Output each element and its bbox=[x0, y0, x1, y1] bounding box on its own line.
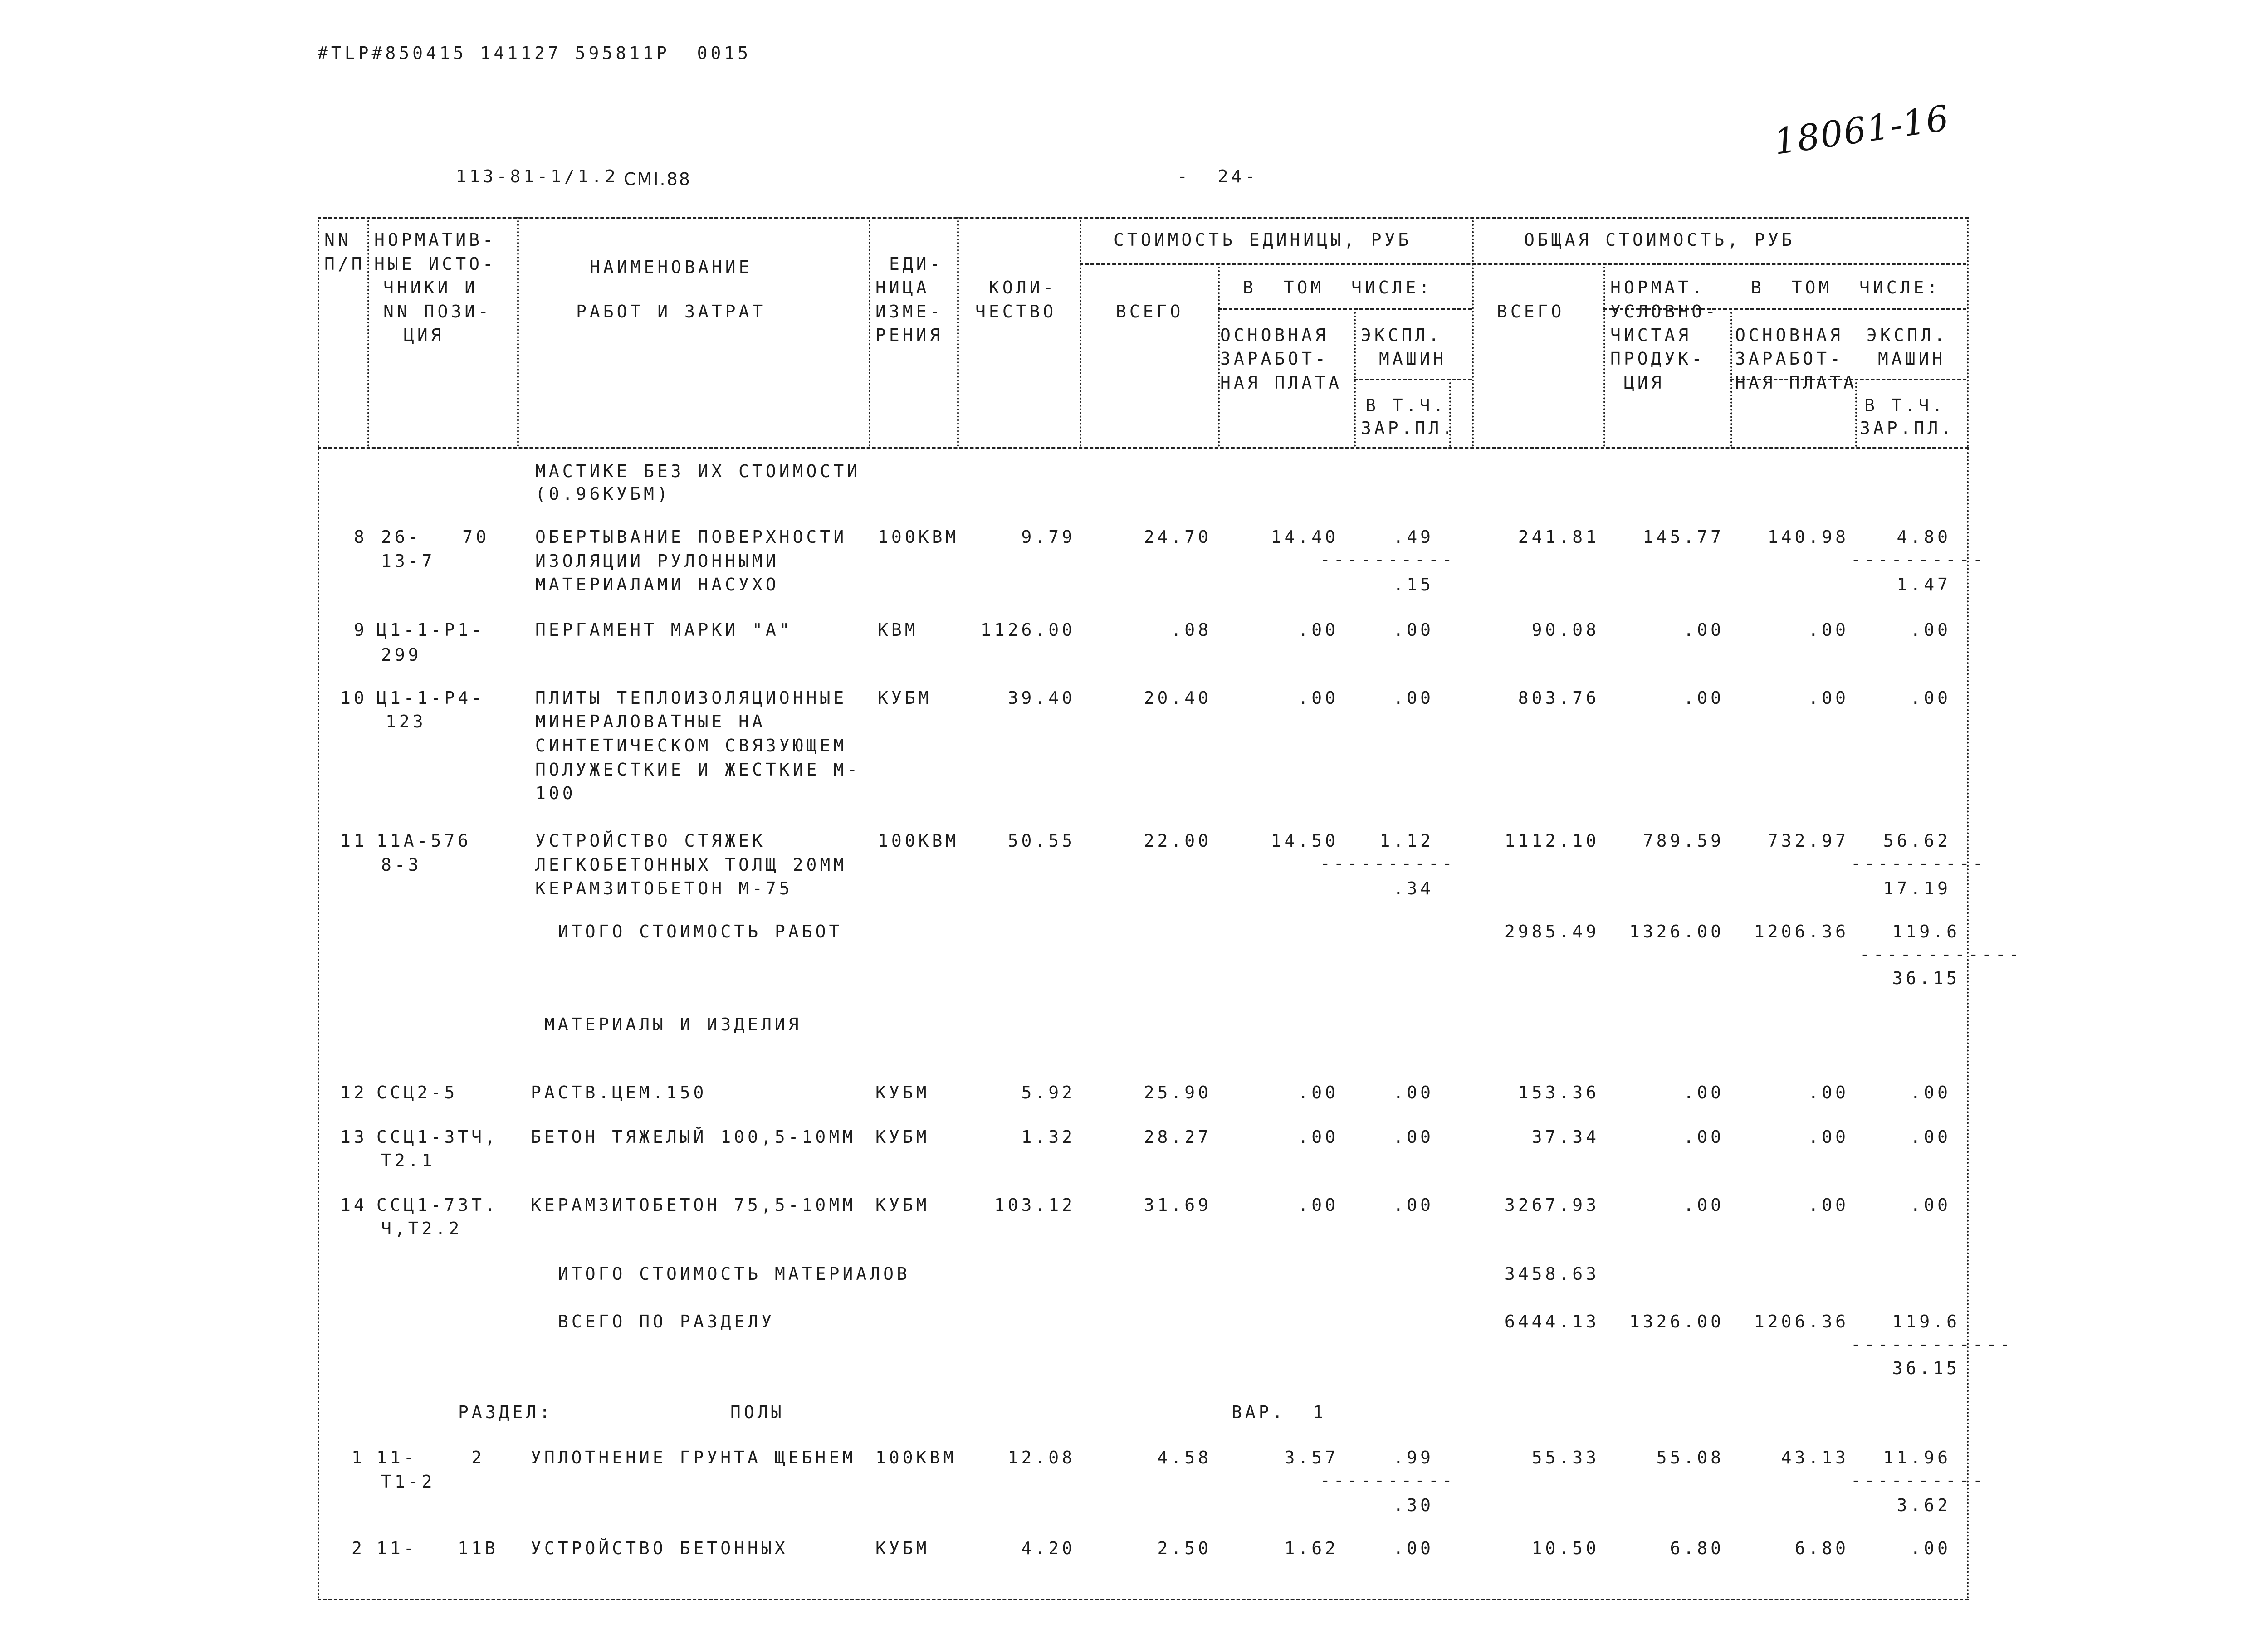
total-wage: 6.80 bbox=[1794, 1538, 1849, 1558]
col-header-name: РАБОТ И ЗАТРАТ bbox=[576, 302, 766, 322]
unit-total: 4.58 bbox=[1157, 1448, 1212, 1468]
item-name: УСТРОЙСТВО СТЯЖЕК bbox=[535, 831, 766, 851]
total-cost: 3267.93 bbox=[1504, 1195, 1599, 1215]
col-header-qty: ЧЕСТВО bbox=[975, 302, 1057, 322]
col-header-normat: НОРМАТ. bbox=[1610, 278, 1706, 298]
row-code: 13-7 bbox=[381, 551, 435, 571]
subtotal-works-total: 2985.49 bbox=[1504, 922, 1599, 941]
unit-total: 25.90 bbox=[1144, 1083, 1212, 1102]
col-header-unit-incl: В ТОМ ЧИСЛЕ: bbox=[1243, 278, 1433, 298]
column-divider bbox=[869, 217, 870, 447]
section-name: ПОЛЫ bbox=[730, 1402, 785, 1422]
header-subdivider bbox=[1080, 263, 1966, 265]
column-divider bbox=[1730, 308, 1732, 447]
col-header-total-incl: В ТОМ ЧИСЛЕ: bbox=[1751, 278, 1941, 298]
col-header-unit-mach: МАШИН bbox=[1379, 349, 1447, 369]
unit-wage: .00 bbox=[1298, 1195, 1339, 1215]
col-header-unit-mach: ЭКСПЛ. bbox=[1361, 325, 1442, 345]
item-name: УПЛОТНЕНИЕ ГРУНТА ЩЕБНЕМ bbox=[531, 1448, 856, 1468]
total-wage: .00 bbox=[1808, 1127, 1849, 1147]
item-name: ПЛИТЫ ТЕПЛОИЗОЛЯЦИОННЫЕ bbox=[535, 688, 847, 708]
row-quantity: 5.92 bbox=[1021, 1083, 1075, 1102]
unit-machines: .00 bbox=[1393, 1538, 1434, 1558]
col-header-normative: ЧНИКИ И bbox=[383, 278, 479, 298]
row-unit: КУБМ bbox=[875, 1538, 930, 1558]
column-divider bbox=[1472, 217, 1474, 447]
dash-rule: ---------- bbox=[1320, 1470, 1456, 1490]
unit-total: 31.69 bbox=[1144, 1195, 1212, 1215]
col-header-unit-wage: ЗАРАБОТ- bbox=[1220, 349, 1329, 369]
col-header-total-mach: МАШИН bbox=[1878, 349, 1946, 369]
col-header-name: НАИМЕНОВАНИЕ bbox=[590, 257, 753, 277]
document-code: 113-81-1/1.2 bbox=[456, 166, 619, 186]
item-name: КЕРАМЗИТОБЕТОН 75,5-10ММ bbox=[531, 1195, 856, 1215]
item-name: ПОЛУЖЕСТКИЕ И ЖЕСТКИЕ М- bbox=[535, 760, 861, 780]
total-cost: 1112.10 bbox=[1504, 831, 1599, 851]
col-header-total-wage: ОСНОВНАЯ bbox=[1735, 325, 1844, 345]
row-quantity: 50.55 bbox=[1007, 831, 1075, 851]
unit-machine-wage: .15 bbox=[1393, 575, 1434, 595]
row-quantity: 12.08 bbox=[1007, 1448, 1075, 1468]
row-quantity: 4.20 bbox=[1021, 1538, 1075, 1558]
col-header-unit: РЕНИЯ bbox=[875, 325, 943, 345]
total-cost: 803.76 bbox=[1518, 688, 1599, 708]
total-machine-wage: 17.19 bbox=[1883, 878, 1951, 898]
row-code: 123 bbox=[386, 712, 426, 732]
column-divider bbox=[517, 217, 519, 447]
unit-machines: .00 bbox=[1393, 1083, 1434, 1102]
total-cost: 90.08 bbox=[1531, 620, 1599, 640]
col-header-normative: NN ПОЗИ- bbox=[383, 302, 492, 322]
item-name: УСТРОЙСТВО БЕТОННЫХ bbox=[531, 1538, 788, 1558]
total-cost: 37.34 bbox=[1531, 1127, 1599, 1147]
unit-wage: 14.50 bbox=[1271, 831, 1339, 851]
row-position: 9 bbox=[354, 620, 367, 640]
subtotal-materials-label: ИТОГО СТОИМОСТЬ МАТЕРИАЛОВ bbox=[558, 1264, 910, 1284]
col-header-normat: ПРОДУК- bbox=[1610, 349, 1706, 369]
col-header-unit: НИЦА bbox=[875, 278, 930, 298]
total-wage: 732.97 bbox=[1767, 831, 1849, 851]
row-position: 11 bbox=[340, 831, 367, 851]
row-quantity: 39.40 bbox=[1007, 688, 1075, 708]
row-code: Т1-2 bbox=[381, 1472, 435, 1492]
total-normative: 145.77 bbox=[1642, 527, 1724, 547]
row-code: ССЦ1-3ТЧ, bbox=[376, 1127, 499, 1147]
row-unit: КУБМ bbox=[878, 688, 932, 708]
col-header-normative: ЦИЯ bbox=[404, 325, 445, 345]
item-name: (0.96КУБМ) bbox=[535, 484, 671, 504]
col-header-nn: NN bbox=[324, 230, 352, 250]
unit-total: 22.00 bbox=[1144, 831, 1212, 851]
total-normative: .00 bbox=[1683, 620, 1724, 640]
unit-wage: 3.57 bbox=[1284, 1448, 1339, 1468]
total-wage: .00 bbox=[1808, 620, 1849, 640]
table-top-border bbox=[318, 217, 1969, 219]
total-machine-wage: 3.62 bbox=[1897, 1495, 1951, 1515]
column-divider bbox=[1603, 263, 1605, 447]
unit-wage: .00 bbox=[1298, 620, 1339, 640]
unit-wage: 14.40 bbox=[1271, 527, 1339, 547]
unit-wage: .00 bbox=[1298, 1127, 1339, 1147]
dash-rule: ---------- bbox=[1320, 550, 1456, 570]
row-quantity: 103.12 bbox=[994, 1195, 1075, 1215]
col-header-unit-mach-wage: ЗАР.ПЛ. bbox=[1361, 418, 1456, 438]
row-position: 2 bbox=[352, 1538, 365, 1558]
col-header-total-wage: НАЯ ПЛАТА bbox=[1735, 373, 1857, 393]
row-quantity: 1.32 bbox=[1021, 1127, 1075, 1147]
header-subdivider bbox=[1218, 308, 1472, 310]
item-name: ПЕРГАМЕНТ МАРКИ "А" bbox=[535, 620, 793, 640]
item-name: 100 bbox=[535, 783, 576, 803]
unit-machines: .49 bbox=[1393, 527, 1434, 547]
total-wage: 140.98 bbox=[1767, 527, 1849, 547]
col-header-unit-wage: НАЯ ПЛАТА bbox=[1220, 373, 1342, 393]
unit-total: 28.27 bbox=[1144, 1127, 1212, 1147]
row-position: 14 bbox=[340, 1195, 367, 1215]
item-name: СИНТЕТИЧЕСКОМ СВЯЗУЮЩЕМ bbox=[535, 736, 847, 756]
item-name: МАТЕРИАЛАМИ НАСУХО bbox=[535, 575, 779, 595]
column-divider bbox=[957, 217, 959, 447]
col-header-pp: П/П bbox=[324, 254, 365, 274]
row-quantity: 9.79 bbox=[1021, 527, 1075, 547]
header-bottom-border bbox=[318, 447, 1969, 449]
section-total: 6444.13 bbox=[1504, 1312, 1599, 1332]
section-total-normative: 1326.00 bbox=[1629, 1312, 1724, 1332]
row-unit: 100КВМ bbox=[875, 1448, 957, 1468]
unit-machines: .00 bbox=[1393, 620, 1434, 640]
total-normative: 789.59 bbox=[1642, 831, 1724, 851]
total-normative: .00 bbox=[1683, 1083, 1724, 1102]
section-variant: ВАР. 1 bbox=[1232, 1402, 1327, 1422]
total-cost: 153.36 bbox=[1518, 1083, 1599, 1102]
row-position: 12 bbox=[340, 1083, 367, 1102]
unit-machine-wage: .30 bbox=[1393, 1495, 1434, 1515]
col-header-total: ВСЕГО bbox=[1497, 302, 1565, 322]
subtotal-works-wage: 1206.36 bbox=[1754, 922, 1849, 941]
col-header-total-mach-wage: В Т.Ч. bbox=[1864, 395, 1946, 415]
row-position: 10 bbox=[340, 688, 367, 708]
subtotal-works-machine-wage: 36.15 bbox=[1892, 968, 1960, 988]
section-total-machine-wage: 36.15 bbox=[1892, 1358, 1960, 1378]
item-name: КЕРАМЗИТОБЕТОН М-75 bbox=[535, 878, 793, 898]
row-code: 8-3 bbox=[381, 855, 422, 875]
dash-rule: ------------ bbox=[1851, 1334, 2014, 1354]
row-quantity: 1126.00 bbox=[980, 620, 1075, 640]
col-header-total-wage: ЗАРАБОТ- bbox=[1735, 349, 1844, 369]
item-name: ЛЕГКОБЕТОННЫХ ТОЛЩ 20ММ bbox=[535, 855, 847, 875]
row-unit: 100КВМ bbox=[878, 831, 959, 851]
column-divider bbox=[1080, 217, 1081, 447]
section-label: РАЗДЕЛ: bbox=[458, 1402, 553, 1422]
row-unit: КУБМ bbox=[875, 1195, 930, 1215]
total-wage: .00 bbox=[1808, 1083, 1849, 1102]
row-unit: КВМ bbox=[878, 620, 919, 640]
total-machines: .00 bbox=[1910, 1195, 1951, 1215]
total-machines: .00 bbox=[1910, 1083, 1951, 1102]
row-code: 11- 2 bbox=[376, 1448, 485, 1468]
subtotal-works-label: ИТОГО СТОИМОСТЬ РАБОТ bbox=[558, 922, 843, 941]
unit-machines: .99 bbox=[1393, 1448, 1434, 1468]
materials-heading: МАТЕРИАЛЫ И ИЗДЕЛИЯ bbox=[544, 1015, 802, 1034]
col-header-total-mach: ЭКСПЛ. bbox=[1867, 325, 1948, 345]
item-name: РАСТВ.ЦЕМ.150 bbox=[531, 1083, 707, 1102]
col-header-unit: ИЗМЕ- bbox=[875, 302, 943, 322]
total-cost: 10.50 bbox=[1531, 1538, 1599, 1558]
total-normative: .00 bbox=[1683, 1195, 1724, 1215]
col-header-normat: ЧИСТАЯ bbox=[1610, 325, 1692, 345]
total-cost: 55.33 bbox=[1531, 1448, 1599, 1468]
total-normative: .00 bbox=[1683, 1127, 1724, 1147]
row-unit: 100КВМ bbox=[878, 527, 959, 547]
col-header-unit-mach-wage: В Т.Ч. bbox=[1365, 395, 1447, 415]
subtotal-works-normative: 1326.00 bbox=[1629, 922, 1724, 941]
total-machine-wage: 1.47 bbox=[1897, 575, 1951, 595]
row-code: ССЦ1-73Т. bbox=[376, 1195, 499, 1215]
total-machines: .00 bbox=[1910, 688, 1951, 708]
handwritten-number: 18061-16 bbox=[1771, 98, 1952, 163]
item-name: МАСТИКЕ БЕЗ ИХ СТОИМОСТИ bbox=[535, 461, 861, 481]
col-header-total-mach-wage: ЗАР.ПЛ. bbox=[1860, 418, 1955, 438]
col-header-total-cost: ОБЩАЯ СТОИМОСТЬ, РУБ bbox=[1524, 230, 1795, 250]
column-divider bbox=[367, 217, 369, 447]
table-bottom-border bbox=[318, 1599, 1969, 1600]
row-code: Т2.1 bbox=[381, 1151, 435, 1171]
row-code: 299 bbox=[381, 645, 422, 665]
total-wage: .00 bbox=[1808, 1195, 1849, 1215]
unit-machines: .00 bbox=[1393, 1127, 1434, 1147]
unit-machines: .00 bbox=[1393, 1195, 1434, 1215]
unit-total: 20.40 bbox=[1144, 688, 1212, 708]
total-machines: .00 bbox=[1910, 1538, 1951, 1558]
dash-rule: ---------- bbox=[1320, 854, 1456, 873]
row-unit: КУБМ bbox=[875, 1127, 930, 1147]
subtotal-works-machines: 119.6 bbox=[1892, 922, 1960, 941]
total-machines: .00 bbox=[1910, 620, 1951, 640]
dash-rule: ---------- bbox=[1851, 1470, 1986, 1490]
row-code: 11А-576 bbox=[376, 831, 472, 851]
dash-rule: ---------- bbox=[1851, 550, 1986, 570]
total-normative: 6.80 bbox=[1670, 1538, 1724, 1558]
total-wage: 43.13 bbox=[1781, 1448, 1849, 1468]
total-machines: .00 bbox=[1910, 1127, 1951, 1147]
unit-total: 24.70 bbox=[1144, 527, 1212, 547]
total-machines: 56.62 bbox=[1883, 831, 1951, 851]
row-unit: КУБМ bbox=[875, 1083, 930, 1102]
col-header-unit-cost: СТОИМОСТЬ ЕДИНИЦЫ, РУБ bbox=[1114, 230, 1412, 250]
unit-wage: .00 bbox=[1298, 1083, 1339, 1102]
section-total-machines: 119.6 bbox=[1892, 1312, 1960, 1332]
column-divider bbox=[1354, 308, 1356, 447]
row-code: Ц1-1-Р4- bbox=[376, 688, 485, 708]
table-left-border bbox=[318, 217, 319, 1600]
column-divider bbox=[1218, 263, 1220, 447]
unit-machines: 1.12 bbox=[1379, 831, 1434, 851]
subtotal-materials-total: 3458.63 bbox=[1504, 1264, 1599, 1284]
unit-wage: .00 bbox=[1298, 688, 1339, 708]
row-position: 1 bbox=[352, 1448, 365, 1468]
total-machines: 4.80 bbox=[1897, 527, 1951, 547]
col-header-unit-total: ВСЕГО bbox=[1116, 302, 1184, 322]
unit-wage: 1.62 bbox=[1284, 1538, 1339, 1558]
dash-rule: ---------- bbox=[1851, 854, 1986, 873]
item-name: МИНЕРАЛОВАТНЫЕ НА bbox=[535, 712, 766, 732]
total-machines: 11.96 bbox=[1883, 1448, 1951, 1468]
unit-machines: .00 bbox=[1393, 688, 1434, 708]
unit-total: .08 bbox=[1171, 620, 1212, 640]
unit-total: 2.50 bbox=[1157, 1538, 1212, 1558]
row-code: ССЦ2-5 bbox=[376, 1083, 458, 1102]
unit-machine-wage: .34 bbox=[1393, 878, 1434, 898]
document-code-suffix: CMI.88 bbox=[624, 169, 691, 189]
col-header-normat: ЦИЯ bbox=[1624, 373, 1665, 393]
table-right-border bbox=[1967, 217, 1969, 1600]
col-header-qty: КОЛИ- bbox=[989, 278, 1057, 298]
row-code: Ч,Т2.2 bbox=[381, 1219, 463, 1239]
item-name: ИЗОЛЯЦИИ РУЛОННЫМИ bbox=[535, 551, 779, 571]
row-code: 11- 11В bbox=[376, 1538, 499, 1558]
col-header-normative: НЫЕ ИСТО- bbox=[374, 254, 496, 274]
section-total-wage: 1206.36 bbox=[1754, 1312, 1849, 1332]
row-code: 26- 70 bbox=[381, 527, 490, 547]
header-subdivider bbox=[1354, 379, 1472, 380]
print-id: #TLP#850415 141127 595811P 0015 bbox=[318, 43, 752, 63]
page-number: - 24- bbox=[1177, 166, 1259, 186]
row-position: 8 bbox=[354, 527, 367, 547]
dash-rule: ------------ bbox=[1860, 944, 2023, 964]
item-name: ОБЕРТЫВАНИЕ ПОВЕРХНОСТИ bbox=[535, 527, 847, 547]
col-header-unit-wage: ОСНОВНАЯ bbox=[1220, 325, 1329, 345]
total-normative: 55.08 bbox=[1656, 1448, 1724, 1468]
item-name: БЕТОН ТЯЖЕЛЫЙ 100,5-10ММ bbox=[531, 1127, 856, 1147]
row-position: 13 bbox=[340, 1127, 367, 1147]
col-header-normat: УСЛОВНО- bbox=[1610, 302, 1719, 322]
section-total-label: ВСЕГО ПО РАЗДЕЛУ bbox=[558, 1312, 775, 1332]
total-wage: .00 bbox=[1808, 688, 1849, 708]
total-cost: 241.81 bbox=[1518, 527, 1599, 547]
total-normative: .00 bbox=[1683, 688, 1724, 708]
row-code: Ц1-1-Р1- bbox=[376, 620, 485, 640]
col-header-unit: ЕДИ- bbox=[889, 254, 943, 274]
col-header-normative: НОРМАТИВ- bbox=[374, 230, 496, 250]
